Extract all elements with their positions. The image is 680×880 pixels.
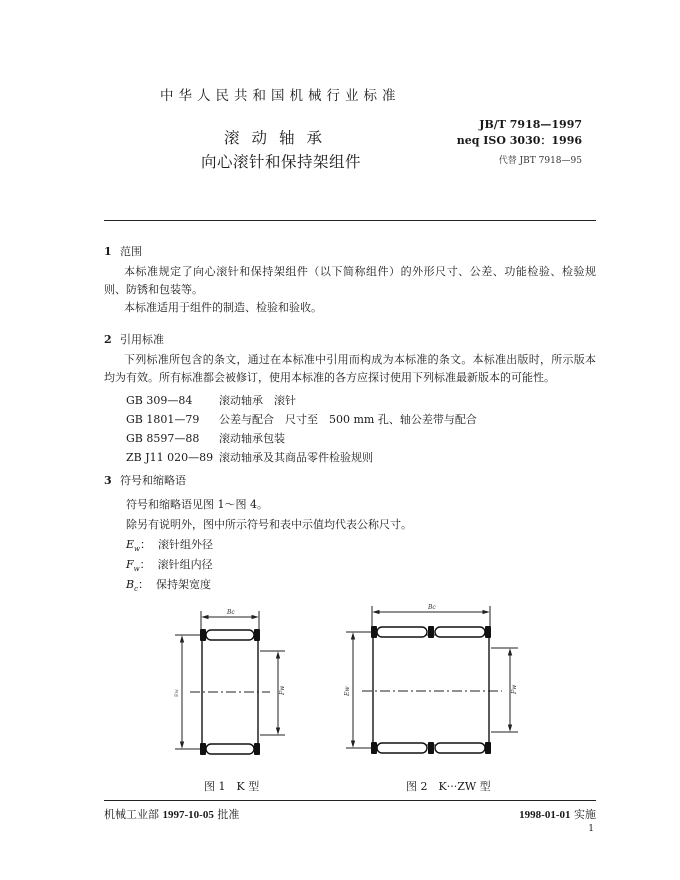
section-2-heading [104,331,164,347]
svg-text:Ew: Ew [344,686,351,696]
reference-code: GB 1801—79 [126,413,200,426]
reference-title: 滚动轴承及其商品零件检验规则 [219,451,373,464]
symbol-description: 滚针组内径 [157,558,213,571]
implementation-line [519,806,596,822]
reference-item [126,449,373,465]
footer-divider [104,800,596,801]
svg-text:Ew: Ew [174,689,180,697]
implementation-word: 实施 [574,808,596,821]
section-title: 符号和缩略语 [120,474,186,487]
reference-title: 滚动轴承 滚针 [219,394,296,407]
reference-code: ZB J11 020—89 [126,451,214,464]
section-1-paragraph-2: 本标准适用于组件的制造、检验和验收。 [124,301,322,314]
section-3-line-2: 除另有说明外，图中所示符号和表中示值均代表公称尺寸。 [126,518,412,531]
svg-text:Fw: Fw [279,685,286,695]
symbol-definition: $B_c$： 保持架宽度 [126,578,212,594]
figure-1-k-type-drawing [170,605,300,770]
symbol-description: 保持架宽度 [156,578,212,591]
equivalent-standard: neq ISO 3030：1996 [456,134,582,147]
replaces-standard: 代替 JBT 7918—95 [498,156,582,166]
approval-date: 1997-10-05 [162,809,214,821]
reference-code: GB 309—84 [126,394,193,407]
figure-2-caption: 图 2 K···ZW 型 [406,780,491,793]
symbol: $F_w$ [126,558,140,574]
approver: 机械工业部 [104,808,159,821]
document-title-sub: 向心滚针和保持架组件 [201,153,362,171]
reference-item [126,430,285,446]
figure-1-caption: 图 1 K 型 [204,780,260,793]
approval-line [104,806,239,822]
reference-title: 滚动轴承包装 [219,432,285,445]
svg-text:Fw: Fw [511,684,518,694]
section-title: 引用标准 [120,333,164,346]
reference-title: 公差与配合 尺寸至 500 mm 孔、轴公差带与配合 [219,413,477,426]
symbol-definition: $E_w$： 滚针组外径 [126,538,214,554]
section-1-paragraph-1: 本标准规定了向心滚针和保持架组件（以下简称组件）的外形尺寸、公差、功能检验、检验规则、防锈和包装等。 [104,265,596,296]
page-number: 1 [588,824,594,834]
header-divider [104,220,596,221]
reference-item [126,411,477,427]
symbol: $B_c$ [126,578,139,594]
document-title-main: 滚动轴承 [224,129,335,147]
reference-code: GB 8597—88 [126,432,200,445]
symbol-description: 滚针组外径 [158,538,214,551]
section-1-heading [104,243,142,259]
svg-text:Bc: Bc [227,609,235,616]
reference-item [126,392,296,408]
figure-2-kzw-type-drawing [340,600,520,770]
svg-text:Bc: Bc [428,604,436,611]
symbol-definition: $F_w$： 滚针组内径 [126,558,213,574]
section-number: 2 [104,333,112,346]
standard-code: JB/T 7918—1997 [479,118,582,131]
section-title: 范围 [120,245,142,258]
section-2-paragraph-1: 下列标准所包含的条文，通过在本标准中引用而构成为本标准的条文。本标准出版时，所示版本均为有效。所有标准都会被修订，使用本标准的各方应探讨使用下列标准最新版本的可能性。 [104,353,596,384]
section-number: 1 [104,245,112,258]
issuing-organization: 中华人民共和国机械行业标准 [160,88,401,104]
approval-word: 批准 [217,808,240,821]
section-3-line-1: 符号和缩略语见图 1～图 4。 [126,498,268,511]
implementation-date: 1998-01-01 [519,809,571,821]
section-3-heading [104,472,186,488]
symbol: $E_w$ [126,538,141,554]
section-number: 3 [104,474,112,487]
